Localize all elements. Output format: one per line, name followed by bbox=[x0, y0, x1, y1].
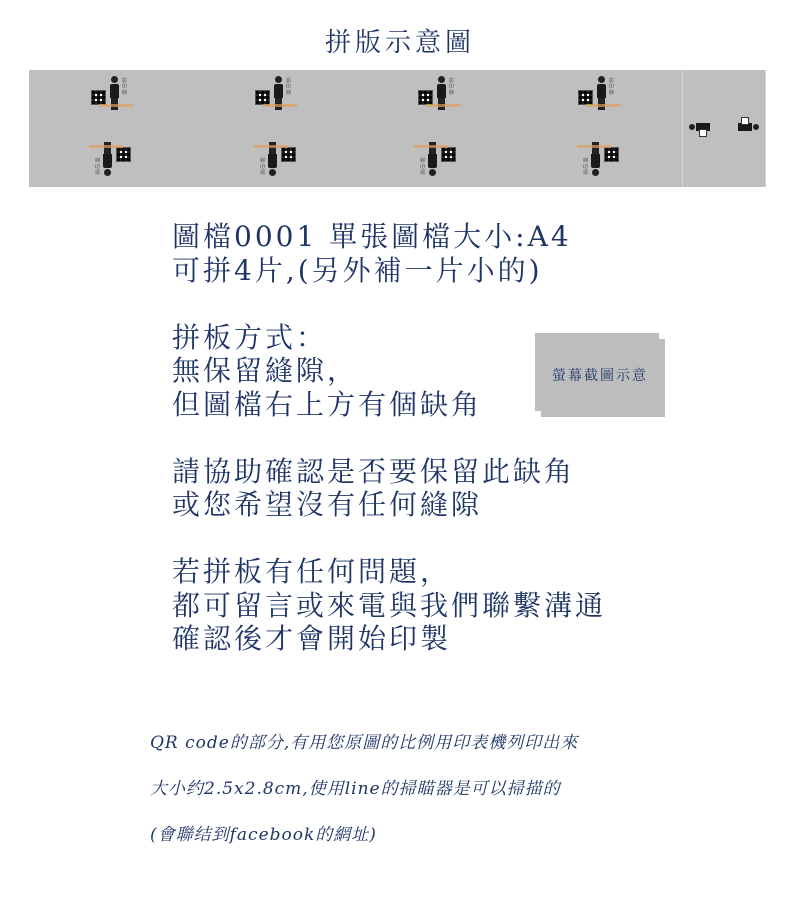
method-line: 但圖檔右上方有個缺角 bbox=[172, 387, 483, 421]
tile-label: 影 印 師 bbox=[259, 156, 265, 174]
signature-mark bbox=[89, 145, 123, 148]
signature-mark bbox=[426, 104, 460, 107]
print-tile-rotated bbox=[250, 142, 296, 176]
print-tile-rotated bbox=[410, 142, 456, 176]
qr-code-icon bbox=[604, 147, 619, 162]
screenshot-label: 螢幕截圖示意 bbox=[552, 368, 648, 384]
small-print-tile bbox=[689, 117, 715, 137]
strip-edge bbox=[765, 70, 773, 187]
qr-code-icon bbox=[418, 90, 433, 105]
signature-mark bbox=[99, 104, 133, 107]
tile-label: 影 印 師 bbox=[122, 78, 128, 96]
signature-mark bbox=[577, 145, 611, 148]
tile-label: 影 印 師 bbox=[286, 78, 292, 96]
method-line: 無保留縫隙， bbox=[172, 354, 359, 387]
confirm-line: 或您希望沒有任何縫隙 bbox=[172, 488, 483, 521]
file-info-line: 圖檔0001 單張圖檔大小:A4 bbox=[172, 220, 572, 253]
signature-mark bbox=[263, 104, 297, 107]
method-heading: 拼板方式： bbox=[172, 320, 328, 354]
qr-code-icon bbox=[91, 90, 106, 105]
tile-label: 影 印 師 bbox=[582, 156, 588, 174]
qr-code-icon bbox=[255, 90, 270, 105]
page-title: 拼版示意圖 bbox=[324, 28, 475, 58]
print-tile-rotated bbox=[573, 142, 619, 176]
cut-line bbox=[682, 70, 683, 187]
question-line: 確認後才會開始印製 bbox=[172, 622, 452, 655]
tile-label: 影 印 師 bbox=[419, 156, 425, 174]
tile-label: 影 印 師 bbox=[94, 156, 100, 174]
count-info-line: 可拼4片,(另外補一片小的) bbox=[172, 253, 543, 287]
qr-code-note bbox=[150, 728, 750, 866]
signature-mark bbox=[586, 104, 620, 107]
qr-code-icon bbox=[281, 147, 296, 162]
print-tile bbox=[418, 76, 464, 110]
confirm-line: 請協助確認是否要保留此缺角 bbox=[172, 454, 576, 488]
qr-code-icon bbox=[578, 90, 593, 105]
small-print-tile bbox=[733, 117, 759, 137]
tile-label: 影 印 師 bbox=[449, 78, 455, 96]
signature-mark bbox=[254, 145, 288, 148]
question-line: 若拼板有任何問題， bbox=[172, 555, 452, 588]
qr-note-line: 大小约2.5x2.8cm,使用line的掃瞄器是可以掃描的 bbox=[150, 779, 561, 799]
qr-note-line: QR code的部分,有用您原圖的比例用印表機列印出來 bbox=[150, 733, 579, 753]
signature-mark bbox=[414, 145, 448, 148]
print-tile bbox=[255, 76, 301, 110]
qr-code-icon bbox=[441, 147, 456, 162]
qr-code-icon bbox=[116, 147, 131, 162]
print-tile bbox=[91, 76, 137, 110]
screenshot-illustration bbox=[535, 333, 665, 417]
print-tile bbox=[578, 76, 624, 110]
instruction-text bbox=[172, 220, 672, 656]
imposition-preview bbox=[29, 70, 773, 187]
print-tile-rotated bbox=[85, 142, 131, 176]
question-line: 都可留言或來電與我們聯繫溝通 bbox=[172, 588, 607, 622]
tile-label: 影 印 師 bbox=[609, 78, 615, 96]
qr-note-line: (會聯结到facebook的網址) bbox=[150, 825, 377, 845]
